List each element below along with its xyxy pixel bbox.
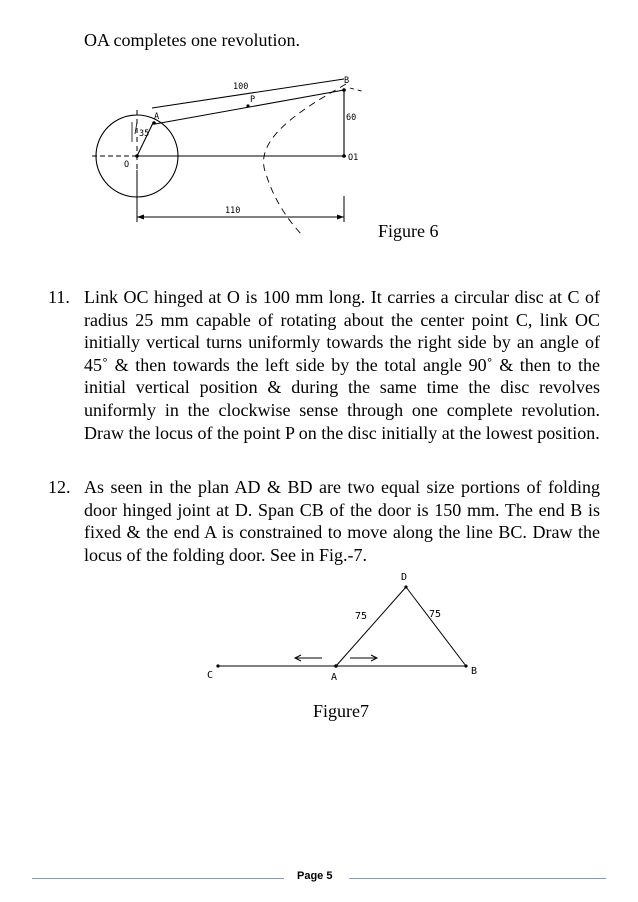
- figure-7-diagram: [200, 568, 500, 688]
- joint-a: [334, 664, 338, 668]
- label-point-d: D: [401, 572, 408, 583]
- link-bd: [406, 587, 466, 666]
- label-point-o1: O1: [348, 153, 359, 163]
- label-len-110: 110: [225, 206, 241, 216]
- joint-d: [404, 585, 407, 588]
- label-point-p: P: [250, 95, 256, 105]
- label-point-c: C: [207, 670, 214, 681]
- figure-6-caption: Figure 6: [378, 221, 439, 241]
- label-point-a: A: [154, 112, 160, 122]
- label-len-bd: 75: [429, 609, 442, 620]
- joint-c: [216, 664, 219, 667]
- problem-12-number: 12.: [48, 477, 71, 497]
- footer-rule-left: [32, 878, 284, 879]
- figure-6-diagram: [80, 70, 380, 245]
- joint-o: [135, 154, 139, 158]
- label-point-b: B: [471, 666, 478, 677]
- problem-11-text: Link OC hinged at O is 100 mm long. It carries a circular disc at C of radius 25 mm capable of rotating about the center point C, link OC initially vertical turns uniformly towards the right side by an angle of 45˚ & then towards the left side by the total angle 90˚ & then to the initial vertical position & during the same time the disc revolves uniformly in the clockwise sense through one complete revolution. Draw the locus of the point P on the disc initially at the lowest position.: [84, 287, 600, 443]
- problem-12: [48, 476, 600, 566]
- rocker-arc-top: [350, 88, 365, 92]
- dim-arrow-right: [337, 215, 344, 220]
- label-len-100: 100: [233, 82, 249, 92]
- problem-12-text: As seen in the plan AD & BD are two equal size portions of folding door hinged joint at D. Span CB of the door is 150 mm. The end B is fixed & the end A is constrained to move along the line BC. Draw the locus of the folding door. See in Fig.-7.: [84, 477, 600, 565]
- page-footer: [0, 868, 638, 888]
- joint-o1: [342, 154, 346, 158]
- rocker-arc: [264, 84, 346, 235]
- problem-11-number: 11.: [48, 287, 70, 307]
- link-ad: [336, 587, 406, 666]
- joint-b: [342, 88, 346, 92]
- label-len-60: 60: [346, 113, 357, 123]
- page-number: Page 5: [297, 870, 333, 882]
- label-point-a: A: [331, 672, 338, 683]
- label-point-o: O: [124, 160, 130, 170]
- label-len-ad: 75: [355, 611, 368, 622]
- joint-b: [464, 664, 467, 667]
- crank-oa: [137, 123, 153, 156]
- footer-rule-right: [349, 878, 606, 879]
- intro-text: OA completes one revolution.: [84, 30, 300, 50]
- problem-11: [48, 286, 600, 444]
- label-point-b: B: [344, 76, 350, 86]
- label-len-35: 35: [139, 129, 150, 139]
- dim-arrow-left: [137, 215, 144, 220]
- figure-7-caption: Figure7: [313, 701, 369, 721]
